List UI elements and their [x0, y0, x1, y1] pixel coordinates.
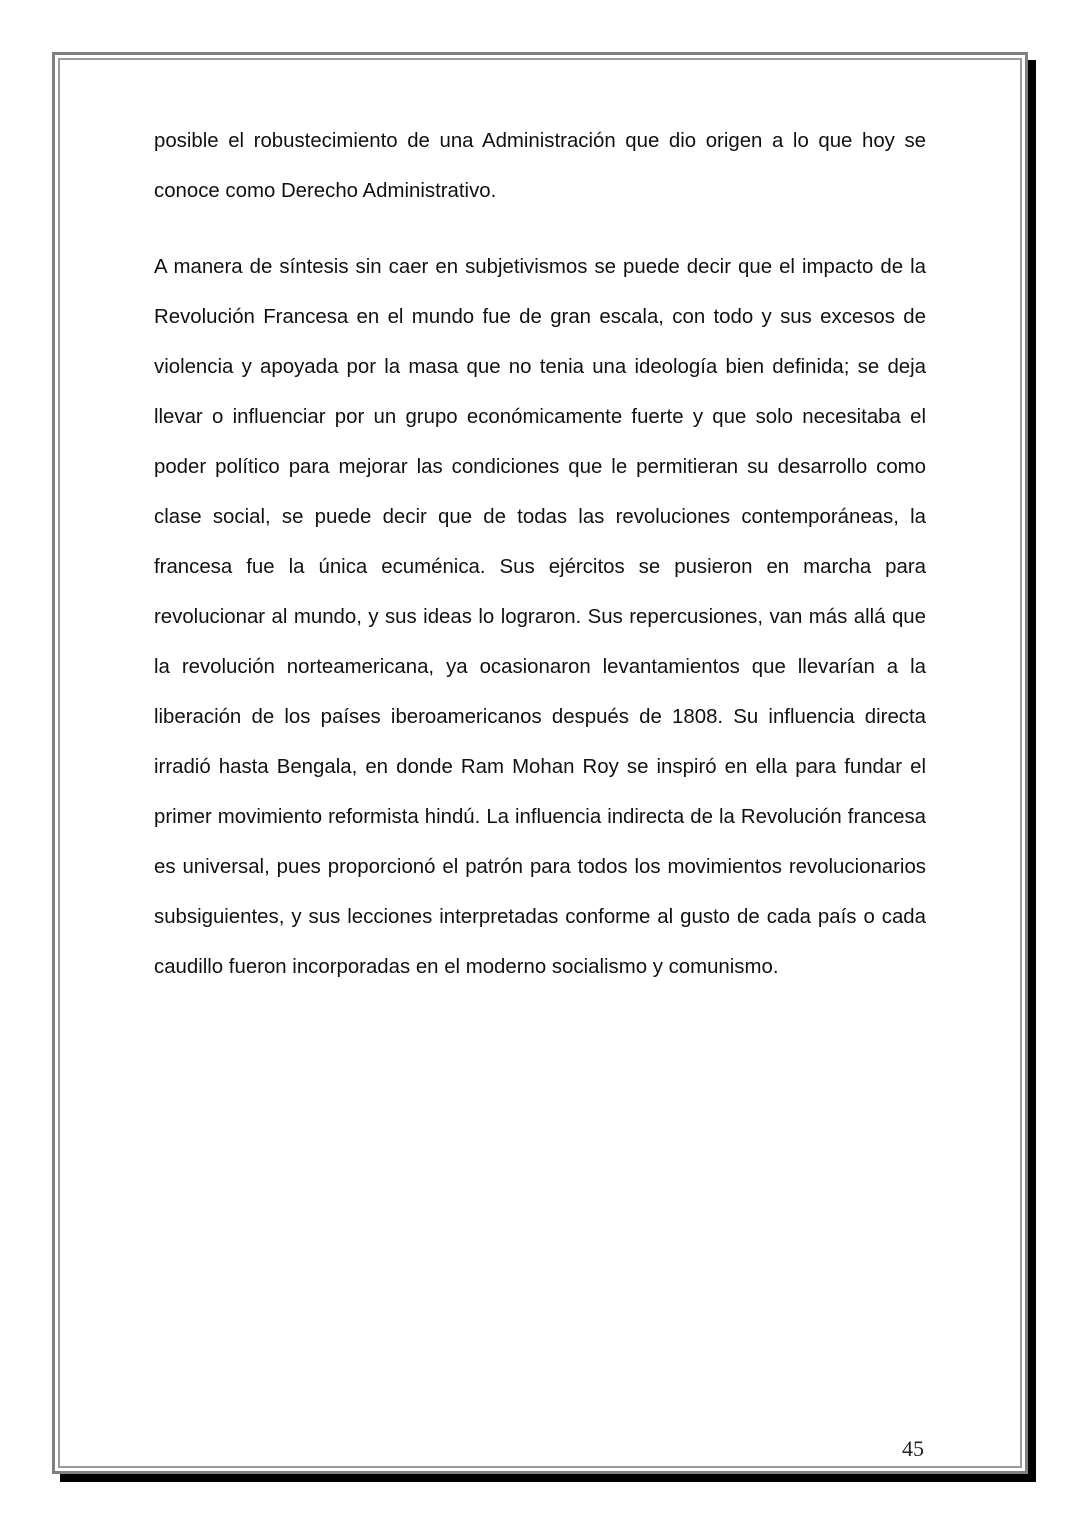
- paragraph-continuation: posible el robustecimiento de una Administración que dio origen a lo que hoy se conoce como Derecho Administrativo.: [154, 130, 926, 202]
- document-body: [154, 116, 926, 992]
- paragraph-synthesis: A manera de síntesis sin caer en subjetivismos se puede decir que el impacto de la Revolución Francesa en el mundo fue de gran escala, con todo y sus excesos de violencia y apoyada por la masa que no tenia una ideología bien definida; se deja llevar o influenciar por un grupo económicamente fuerte y que solo necesitaba el poder político para mejorar las condiciones que le permitieran su desarrollo como clase social, se puede decir que de todas las revoluciones contemporáneas, la francesa fue la única ecuménica. Sus ejércitos se pusieron en marcha para revolucionar al mundo, y sus ideas lo lograron. Sus repercusiones, van más allá que la revolución norteamericana, ya ocasionaron levantamientos que llevarían a la liberación de los países iberoamericanos después de 1808. Su influencia directa irradió hasta Bengala, en donde Ram Mohan Roy se inspiró en ella para fundar el primer movimiento reformista hindú. La influencia indirecta de la Revolución francesa es universal, pues proporcionó el patrón para todos los movimientos revolucionarios subsiguientes, y sus lecciones interpretadas conforme al gusto de cada país o cada caudillo fueron incorporadas en el moderno socialismo y comunismo.: [154, 256, 926, 978]
- page-number: 45: [902, 1436, 924, 1461]
